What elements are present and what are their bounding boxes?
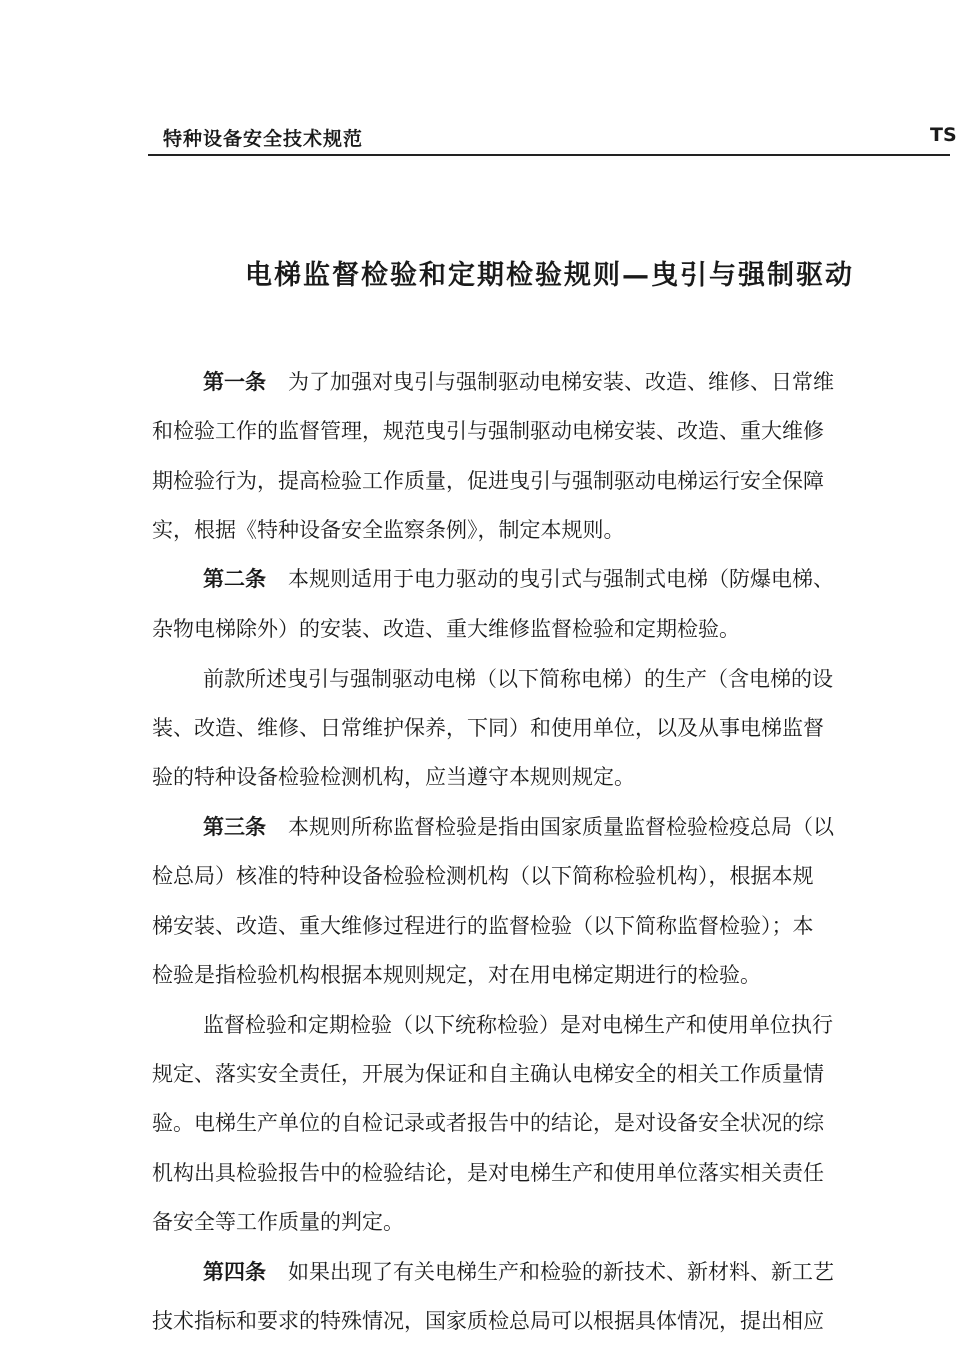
document-title: 电梯监督检验和定期检验规则—曳引与强制驱动 (245, 260, 854, 291)
paragraph-line: 机构出具检验报告中的检验结论，是对电梯生产和使用单位落实相关责任 (152, 1161, 824, 1185)
paragraph-line: 实，根据《特种设备安全监察条例》，制定本规则。 (152, 518, 625, 542)
paragraph-line: 和检验工作的监督管理，规范曳引与强制驱动电梯安装、改造、重大维修 (152, 419, 824, 443)
paragraph-line: 第三条 本规则所称监督检验是指由国家质量监督检验检疫总局（以 (203, 815, 834, 839)
header-divider (148, 154, 950, 156)
paragraph-line: 验的特种设备检验检测机构，应当遵守本规则规定。 (152, 765, 635, 789)
paragraph-line: 杂物电梯除外）的安装、改造、重大维修监督检验和定期检验。 (152, 617, 740, 641)
paragraph-line: 规定、落实安全责任，开展为保证和自主确认电梯安全的相关工作质量情 (152, 1062, 824, 1086)
paragraph-line: 期检验行为，提高检验工作质量，促进曳引与强制驱动电梯运行安全保障 (152, 469, 824, 493)
article-label: 第一条 (203, 370, 266, 394)
paragraph-line: 检总局）核准的特种设备检验检测机构（以下简称检验机构），根据本规 (152, 864, 814, 888)
running-header-code: TS (930, 124, 957, 146)
paragraph-line: 监督检验和定期检验（以下统称检验）是对电梯生产和使用单位执行 (203, 1013, 833, 1037)
running-header-title: 特种设备安全技术规范 (163, 128, 364, 150)
paragraph-line: 技术指标和要求的特殊情况，国家质检总局可以根据具体情况，提出相应 (152, 1309, 824, 1333)
paragraph-line: 前款所述曳引与强制驱动电梯（以下简称电梯）的生产（含电梯的设 (203, 667, 833, 691)
paragraph-line: 第一条 为了加强对曳引与强制驱动电梯安装、改造、维修、日常维 (203, 370, 834, 394)
article-label: 第三条 (203, 815, 266, 839)
paragraph-line: 第四条 如果出现了有关电梯生产和检验的新技术、新材料、新工艺 (203, 1260, 834, 1284)
paragraph-line: 验。电梯生产单位的自检记录或者报告中的结论，是对设备安全状况的综 (152, 1111, 824, 1135)
paragraph-line: 备安全等工作质量的判定。 (152, 1210, 404, 1234)
paragraph-line: 检验是指检验机构根据本规则规定，对在用电梯定期进行的检验。 (152, 963, 761, 987)
paragraph-line: 装、改造、维修、日常维护保养，下同）和使用单位，以及从事电梯监督 (152, 716, 824, 740)
paragraph-line: 第二条 本规则适用于电力驱动的曳引式与强制式电梯（防爆电梯、 (203, 567, 834, 591)
article-label: 第二条 (203, 567, 266, 591)
paragraph-line: 梯安装、改造、重大维修过程进行的监督检验（以下简称监督检验）；本 (152, 914, 814, 938)
article-label: 第四条 (203, 1260, 266, 1284)
